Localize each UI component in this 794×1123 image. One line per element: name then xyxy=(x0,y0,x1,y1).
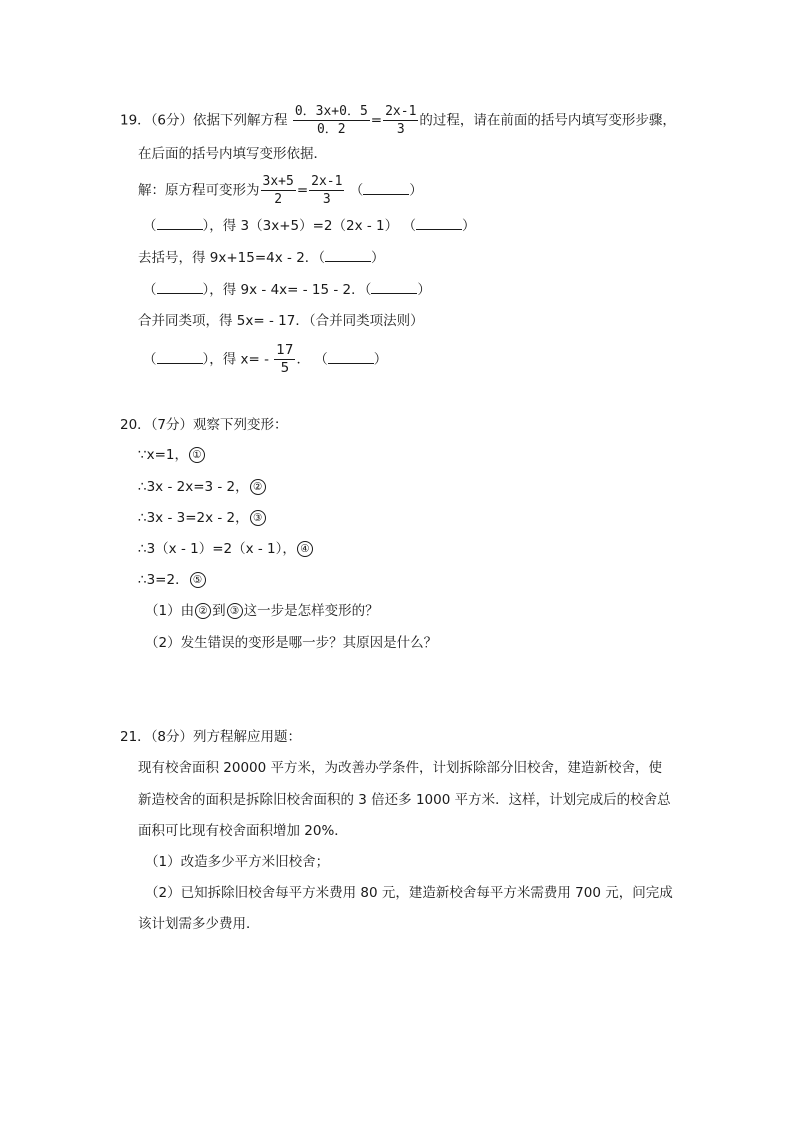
q19-step1: 解：原方程可变形为 $\frac{3x+5}{2}$ = $\frac{2x-1}{3}$ （ ） xyxy=(138,174,423,207)
q19-header: 19．（6分）依据下列解方程 $\frac{0.3x+0.5}{0.2}$ = $\frac{2x-1}{3}$ 的过程，请在前面的括号内填写变形步骤， xyxy=(120,104,676,137)
q21-title: 列方程解应用题： xyxy=(193,729,302,745)
answer-blank[interactable] xyxy=(157,352,203,364)
q21-paragraph-line: 面积可比现有校舍面积增加 20%． xyxy=(138,823,348,839)
q20-header xyxy=(120,417,288,433)
q21-score: （8分） xyxy=(150,729,194,745)
q19-step4: （ ），得 9x - 4x= - 15 - 2．（ ） xyxy=(143,282,431,298)
q20-line-4: ∴3（x - 1）=2（x - 1）， ④ xyxy=(138,541,314,557)
circled-number: ③ xyxy=(227,603,243,619)
answer-blank[interactable] xyxy=(328,352,374,364)
circled-number: ② xyxy=(195,603,211,619)
circled-number: ⑤ xyxy=(190,572,206,588)
q20-sub2: （2）发生错误的变形是哪一步？其原因是什么？ xyxy=(145,635,438,651)
q20-line-5: ∴3=2． ⑤ xyxy=(138,572,207,588)
q21-paragraph-line: 新造校舍的面积是拆除旧校舍面积的 3 倍还多 1000 平方米．这样，计划完成后的校舍总 xyxy=(138,792,671,808)
circled-number: ② xyxy=(250,479,266,495)
q20-line-1: ∵x=1， ① xyxy=(138,447,206,463)
q19-step1-rhs: $\frac{2x-1}{3}$ xyxy=(311,174,343,207)
q21-sub1: （1）改造多少平方米旧校舍； xyxy=(145,854,330,870)
q19-equation-lhs: $\frac{0.3x+0.5}{0.2}$ xyxy=(294,104,368,137)
q19-number: 19． xyxy=(120,112,151,129)
answer-blank[interactable] xyxy=(363,183,409,195)
q20-line-2: ∴3x - 2x=3 - 2， ② xyxy=(138,479,267,495)
q20-sub1: （1）由 ② 到 ③ 这一步是怎样变形的？ xyxy=(145,603,379,619)
q21-sub2-line2: 该计划需多少费用． xyxy=(138,916,260,932)
q19-intro-line2: 在后面的括号内填写变形依据． xyxy=(138,146,327,162)
circled-number: ③ xyxy=(250,510,266,526)
q20-score: （7分） xyxy=(150,417,194,433)
q19-equation-rhs: $\frac{2x-1}{3}$ xyxy=(385,104,417,137)
q19-step1-lhs: $\frac{3x+5}{2}$ xyxy=(262,174,294,207)
q20-title: 观察下列变形： xyxy=(193,417,288,433)
answer-blank[interactable] xyxy=(157,282,203,294)
answer-blank[interactable] xyxy=(157,218,203,230)
q19-step5: 合并同类项，得 5x= - 17．（合并同类项法则） xyxy=(138,313,424,329)
q19-step3: 去括号，得 9x+15=4x - 2．（ ） xyxy=(138,250,385,266)
answer-blank[interactable] xyxy=(416,218,462,230)
q19-step2: （ ），得 3（3x+5）=2（2x - 1） （ ） xyxy=(143,218,476,234)
q21-sub2-line1: （2）已知拆除旧校舍每平方米费用 80 元，建造新校舍每平方米需费用 700 元，问完成 xyxy=(145,885,673,901)
q19-step6: （ ），得 x= - $\frac{17}{5}$ ． （ ） xyxy=(143,342,388,376)
q19-intro: 依据下列解方程 xyxy=(193,112,288,129)
circled-number: ① xyxy=(189,447,205,463)
q19-score: （6分） xyxy=(150,112,194,129)
circled-number: ④ xyxy=(297,541,313,557)
q21-number: 21． xyxy=(120,729,151,745)
q19-intro-after: 的过程，请在前面的括号内填写变形步骤， xyxy=(419,112,676,129)
q19-step6-fraction: $\frac{17}{5}$ xyxy=(276,342,294,376)
q20-line-3: ∴3x - 3=2x - 2， ③ xyxy=(138,510,267,526)
q20-number: 20． xyxy=(120,417,151,433)
q21-paragraph-line: 现有校舍面积 20000 平方米，为改善办学条件，计划拆除部分旧校舍，建造新校舍，使 xyxy=(138,760,663,776)
answer-blank[interactable] xyxy=(325,250,371,262)
answer-blank[interactable] xyxy=(371,282,417,294)
q21-header xyxy=(120,729,301,745)
